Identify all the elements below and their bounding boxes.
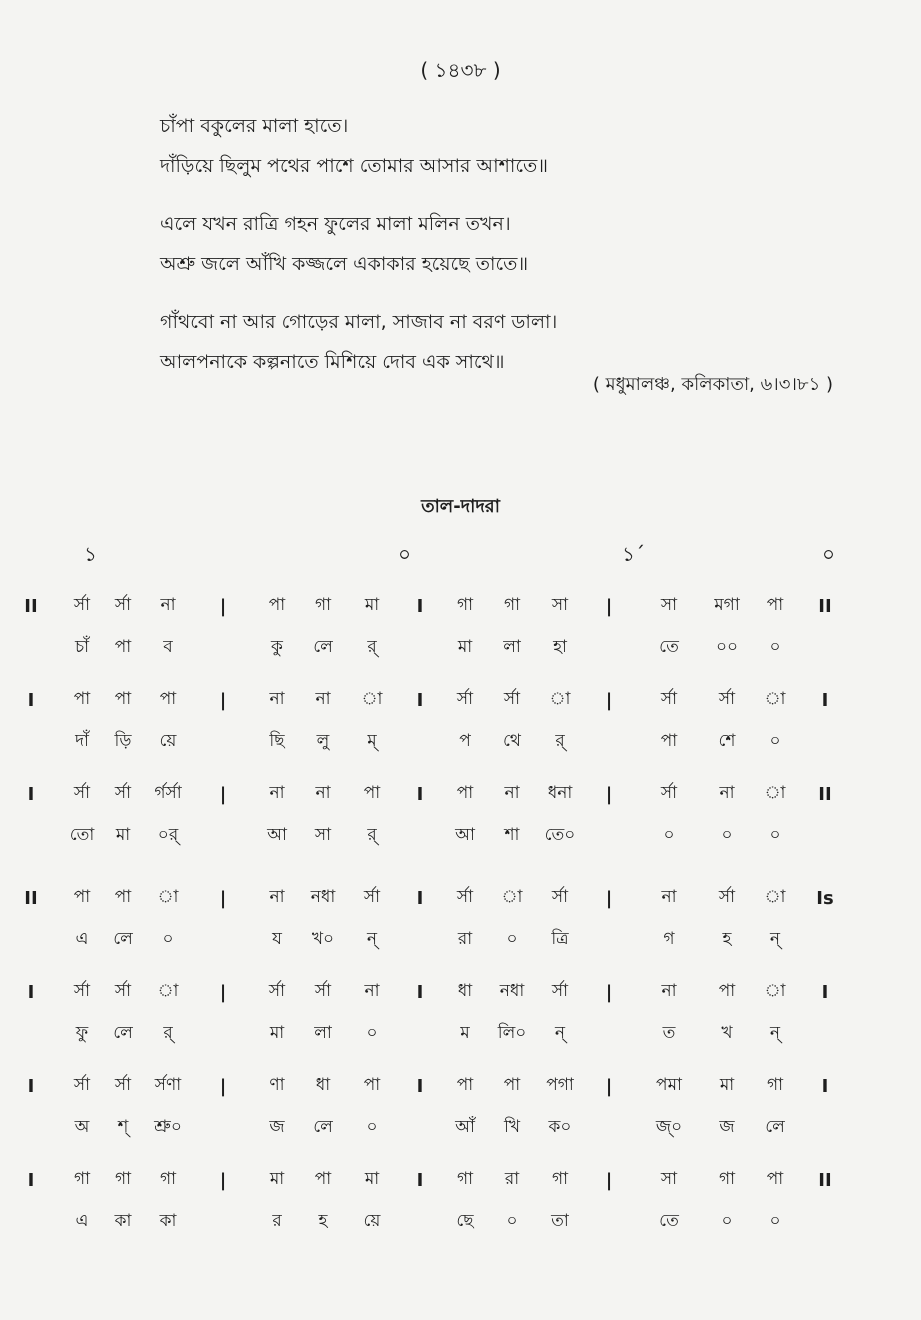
- lyric-syllable: ম: [460, 1023, 470, 1043]
- notation-block: [0, 971, 921, 1065]
- swara-row: [0, 773, 921, 815]
- swara-note: র্সা: [718, 887, 736, 907]
- bar-line: II: [818, 595, 832, 617]
- lyric-syllable: ন্: [769, 1023, 781, 1043]
- swara-row: [0, 679, 921, 721]
- lyric-syllable: ন্: [554, 1023, 566, 1043]
- lyric-syllable: তে০: [544, 825, 576, 845]
- lyric-syllable: ন্: [366, 929, 378, 949]
- lyric-syllable-row: [0, 1201, 921, 1243]
- lyric-syllable: অ: [74, 1117, 90, 1137]
- bar-line: I: [416, 1075, 424, 1097]
- bar-line: II: [818, 1169, 832, 1191]
- swara-note: পা: [766, 1169, 784, 1189]
- swara-note: া: [501, 887, 523, 907]
- swara-note: না: [315, 689, 331, 709]
- lyric-syllable-row: [0, 1107, 921, 1149]
- lyric-syllable: লে: [765, 1117, 785, 1137]
- swara-note: পা: [363, 783, 381, 803]
- lyric-syllable: ফু: [75, 1023, 89, 1043]
- lyric-syllable: পা: [660, 731, 678, 751]
- lyric-syllable: জ: [719, 1117, 735, 1137]
- swara-note: পমা: [656, 1075, 682, 1095]
- lyric-syllable: ০: [721, 825, 733, 845]
- swara-note: না: [160, 595, 176, 615]
- swara-note: গা: [456, 595, 474, 615]
- lyric-syllable: আ: [267, 825, 287, 845]
- lyric-syllable: হ: [722, 929, 732, 949]
- swara-note: া: [157, 981, 179, 1001]
- lyric-syllable: লা: [314, 1023, 332, 1043]
- lyric-syllable: কা: [159, 1211, 177, 1231]
- lyric-syllable: ড়ি: [114, 731, 132, 751]
- swara-note: ধনা: [547, 783, 573, 803]
- lyric-syllable: র্: [163, 1023, 173, 1043]
- lyric-syllable: ০: [769, 1211, 781, 1231]
- swara-note: না: [269, 689, 285, 709]
- lyric-syllable-row: [0, 919, 921, 961]
- bar-line: I: [27, 1075, 35, 1097]
- lyric-syllable-row: [0, 815, 921, 857]
- lyric-syllable: ০: [721, 1211, 733, 1231]
- lyric-syllable: ০: [769, 637, 781, 657]
- bar-line: I: [416, 595, 424, 617]
- bar-line: I: [416, 783, 424, 805]
- swara-note: া: [549, 689, 571, 709]
- swara-note: া: [764, 689, 786, 709]
- swara-note: না: [719, 783, 735, 803]
- swara-note: গা: [456, 1169, 474, 1189]
- bar-line: |: [219, 1075, 227, 1097]
- lyric-syllable: ০০: [715, 637, 739, 657]
- lyric-syllable: ০: [506, 929, 518, 949]
- swara-note: পা: [363, 1075, 381, 1095]
- swara-note: র্সা: [456, 689, 474, 709]
- bar-line: I: [27, 1169, 35, 1191]
- lyric-syllable: জ: [269, 1117, 285, 1137]
- swara-note: সা: [660, 1169, 678, 1189]
- lyric-syllable: মা: [457, 637, 473, 657]
- swara-note: পা: [114, 887, 132, 907]
- lyric-syllable: তো: [69, 825, 95, 845]
- swara-note: র্সা: [73, 595, 91, 615]
- lyric-syllable: শা: [504, 825, 520, 845]
- swara-note: র্সা: [114, 981, 132, 1001]
- lyric-syllable: শ্রু০: [154, 1117, 182, 1137]
- lyric-syllable: খি: [503, 1117, 521, 1137]
- lyric-syllable: ০: [506, 1211, 518, 1231]
- swara-row: [0, 971, 921, 1013]
- swara-note: র্সা: [503, 689, 521, 709]
- swara-note: া: [764, 783, 786, 803]
- lyric-syllable: ক০: [548, 1117, 572, 1137]
- lyric-syllable: তে: [659, 637, 679, 657]
- lyric-syllable: লি০: [497, 1023, 527, 1043]
- lyric-syllable: তা: [551, 1211, 569, 1231]
- bar-line: |: [219, 595, 227, 617]
- lyric-line: গাঁথবো না আর গোড়ের মালা, সাজাব না বরণ ডালা।: [160, 311, 558, 333]
- bar-line: I: [821, 981, 829, 1003]
- swara-note: গা: [314, 595, 332, 615]
- swara-note: মা: [719, 1075, 735, 1095]
- lyric-syllable-row: [0, 1013, 921, 1055]
- lyric-syllable: এ: [75, 1211, 89, 1231]
- lyric-syllable: লা: [503, 637, 521, 657]
- notation-block: [0, 1159, 921, 1253]
- bar-line: |: [219, 1169, 227, 1191]
- beat-markers: [0, 540, 921, 570]
- swara-note: গা: [551, 1169, 569, 1189]
- swara-note: মগা: [714, 595, 740, 615]
- lyrics-stanza-2: [160, 204, 880, 284]
- swara-note: না: [269, 783, 285, 803]
- beat-marker: ১´: [622, 542, 645, 566]
- lyric-syllable: মা: [269, 1023, 285, 1043]
- swara-note: গা: [159, 1169, 177, 1189]
- lyric-syllable: প: [459, 731, 471, 751]
- lyric-syllable: য়ে: [363, 1211, 381, 1231]
- lyric-syllable: আ: [455, 825, 475, 845]
- bar-line: I: [821, 1075, 829, 1097]
- swara-note: র্সা: [551, 981, 569, 1001]
- notation-block: [0, 773, 921, 877]
- swara-note: না: [661, 981, 677, 1001]
- bar-line: I: [416, 689, 424, 711]
- swara-note: র্সা: [314, 981, 332, 1001]
- swara-note: র্সা: [73, 981, 91, 1001]
- lyric-syllable: দাঁ: [75, 731, 89, 751]
- lyric-syllable: র্: [555, 731, 565, 751]
- lyric-syllable: র: [272, 1211, 282, 1231]
- swara-note: পা: [718, 981, 736, 1001]
- swara-note: সা: [551, 595, 569, 615]
- lyric-syllable: লে: [313, 637, 333, 657]
- notation-block: [0, 1065, 921, 1159]
- lyrics-stanza-1: [160, 106, 880, 186]
- swara-note: না: [269, 887, 285, 907]
- swara-note: মা: [269, 1169, 285, 1189]
- lyric-syllable: গ: [663, 929, 675, 949]
- swara-note: র্সা: [551, 887, 569, 907]
- swara-row: [0, 1065, 921, 1107]
- swara-note: পা: [456, 1075, 474, 1095]
- swara-row: [0, 585, 921, 627]
- lyric-syllable: আঁ: [455, 1117, 475, 1137]
- lyric-syllable: সা: [314, 825, 332, 845]
- swara-note: রা: [504, 1169, 520, 1189]
- lyric-syllable: ০র্: [157, 825, 179, 845]
- bar-line: I: [27, 689, 35, 711]
- lyric-syllable: র্: [367, 637, 377, 657]
- lyric-syllable: ০: [769, 731, 781, 751]
- lyric-syllable-row: [0, 627, 921, 669]
- lyric-syllable: হা: [553, 637, 567, 657]
- swara-note: র্সা: [363, 887, 381, 907]
- lyric-syllable: ছে: [456, 1211, 474, 1231]
- swara-note: পা: [314, 1169, 332, 1189]
- lyric-syllable: ন্: [769, 929, 781, 949]
- bar-line: I: [416, 1169, 424, 1191]
- lyric-syllable: র্: [367, 825, 377, 845]
- lyric-line: দাঁড়িয়ে ছিলুম পথের পাশে তোমার আসার আশাতে॥: [160, 155, 548, 177]
- bar-line: |: [219, 981, 227, 1003]
- lyric-line: আলপনাকে কল্পনাতে মিশিয়ে দোব এক সাথে॥: [160, 351, 505, 373]
- lyric-syllable: চাঁ: [74, 637, 90, 657]
- swara-note: মা: [364, 595, 380, 615]
- lyric-line: এলে যখন রাত্রি গহন ফুলের মালা মলিন তখন।: [160, 213, 511, 235]
- lyric-syllable-row: [0, 721, 921, 763]
- lyric-syllable: কা: [114, 1211, 132, 1231]
- swara-note: পা: [73, 887, 91, 907]
- bar-line: |: [219, 887, 227, 909]
- lyric-syllable: ছি: [269, 731, 285, 751]
- bar-line: |: [605, 783, 613, 805]
- swara-note: পা: [503, 1075, 521, 1095]
- swara-note: র্সা: [268, 981, 286, 1001]
- lyric-line: চাঁপা বকুলের মালা হাতে।: [160, 115, 349, 137]
- swara-note: া: [157, 887, 179, 907]
- swara-note: র্সণা: [154, 1075, 182, 1095]
- swara-note: র্সা: [73, 783, 91, 803]
- lyric-syllable: ০: [162, 929, 174, 949]
- bar-line: I: [416, 981, 424, 1003]
- lyric-syllable: লে: [113, 929, 133, 949]
- swara-note: র্সা: [718, 689, 736, 709]
- swara-note: ণা: [269, 1075, 285, 1095]
- swara-note: না: [504, 783, 520, 803]
- swara-note: র্গর্সা: [154, 783, 182, 803]
- lyric-syllable: ত: [662, 1023, 676, 1043]
- song-lyrics: [160, 106, 880, 400]
- lyric-syllable: এ: [75, 929, 89, 949]
- lyric-syllable: ০: [366, 1117, 378, 1137]
- swara-note: র্সা: [73, 1075, 91, 1095]
- bar-line: |: [605, 1075, 613, 1097]
- swara-note: পগা: [546, 1075, 574, 1095]
- swara-note: পা: [456, 783, 474, 803]
- swara-note: না: [315, 783, 331, 803]
- tala-title: তাল-দাদরা: [421, 496, 500, 517]
- lyric-line: অশ্রু জলে আঁখি কজ্জলে একাকার হয়েছে তাতে॥: [160, 253, 529, 275]
- swara-note: মা: [364, 1169, 380, 1189]
- lyric-syllable: লে: [313, 1117, 333, 1137]
- swara-note: সা: [660, 595, 678, 615]
- lyric-syllable: লু: [316, 731, 330, 751]
- swara-note: গা: [766, 1075, 784, 1095]
- beat-marker: ০: [398, 542, 412, 566]
- bar-line: |: [605, 1169, 613, 1191]
- lyric-syllable: ০: [663, 825, 675, 845]
- bar-line: II: [24, 595, 38, 617]
- swara-note: পা: [766, 595, 784, 615]
- lyric-syllable: ত্রি: [551, 929, 569, 949]
- swara-note: গা: [114, 1169, 132, 1189]
- swara-note: পা: [114, 689, 132, 709]
- swara-note: না: [364, 981, 380, 1001]
- lyric-syllable: ০: [769, 825, 781, 845]
- page-number: ( ১৪৩৮ ): [420, 58, 501, 82]
- swara-note: র্সা: [114, 783, 132, 803]
- swara-note: ধা: [457, 981, 473, 1001]
- bar-line: |: [219, 689, 227, 711]
- lyric-syllable: থে: [503, 731, 521, 751]
- bar-line: |: [605, 595, 613, 617]
- lyric-syllable: মা: [115, 825, 131, 845]
- lyric-syllable: পা: [114, 637, 132, 657]
- lyric-syllable: য: [272, 929, 282, 949]
- swara-note: র্সা: [114, 1075, 132, 1095]
- lyric-syllable: রা: [457, 929, 473, 949]
- lyric-syllable: ০: [366, 1023, 378, 1043]
- lyric-syllable: ম্: [367, 731, 377, 751]
- lyric-syllable: তে: [659, 1211, 679, 1231]
- beat-marker: ১: [84, 542, 97, 566]
- bar-line: I: [27, 783, 35, 805]
- swara-note: া: [764, 981, 786, 1001]
- swara-note: পা: [159, 689, 177, 709]
- bar-line: |: [605, 689, 613, 711]
- lyric-syllable: লে: [113, 1023, 133, 1043]
- beat-marker: ০: [822, 542, 836, 566]
- swara-note: পা: [73, 689, 91, 709]
- lyric-syllable: কু: [271, 637, 283, 657]
- lyric-syllable: জ্০: [655, 1117, 683, 1137]
- notation-block: [0, 585, 921, 679]
- lyric-syllable: খ: [721, 1023, 733, 1043]
- swara-note: র্সা: [114, 595, 132, 615]
- lyric-syllable: য়ে: [159, 731, 177, 751]
- swara-note: র্সা: [660, 689, 678, 709]
- swara-note: গা: [718, 1169, 736, 1189]
- swara-note: গা: [503, 595, 521, 615]
- lyric-syllable: শে: [718, 731, 736, 751]
- bar-line: I: [821, 689, 829, 711]
- swara-row: [0, 1159, 921, 1201]
- bar-line: I: [416, 887, 424, 909]
- swara-note: র্সা: [456, 887, 474, 907]
- bar-line: II: [818, 783, 832, 805]
- lyric-syllable: ব: [163, 637, 173, 657]
- bar-line: II: [24, 887, 38, 909]
- swara-note: নধা: [310, 887, 336, 907]
- bar-line: Is: [816, 887, 834, 909]
- swara-note: না: [661, 887, 677, 907]
- source-citation: ( মধুমালঞ্চ, কলিকাতা, ৬।৩।৮১ ): [592, 374, 833, 395]
- swara-note: গা: [73, 1169, 91, 1189]
- swara-note: নধা: [499, 981, 525, 1001]
- swara-note: া: [361, 689, 383, 709]
- bar-line: I: [27, 981, 35, 1003]
- swara-row: [0, 877, 921, 919]
- swara-note: া: [764, 887, 786, 907]
- bar-line: |: [219, 783, 227, 805]
- swara-note: পা: [268, 595, 286, 615]
- swara-note: ধা: [315, 1075, 331, 1095]
- lyric-syllable: খ০: [311, 929, 335, 949]
- notation-table: [0, 585, 921, 1253]
- swara-note: র্সা: [660, 783, 678, 803]
- notation-block: [0, 679, 921, 773]
- bar-line: |: [605, 981, 613, 1003]
- bar-line: |: [605, 887, 613, 909]
- lyric-syllable: শ্: [117, 1117, 129, 1137]
- notation-block: [0, 877, 921, 971]
- lyric-syllable: হ: [318, 1211, 328, 1231]
